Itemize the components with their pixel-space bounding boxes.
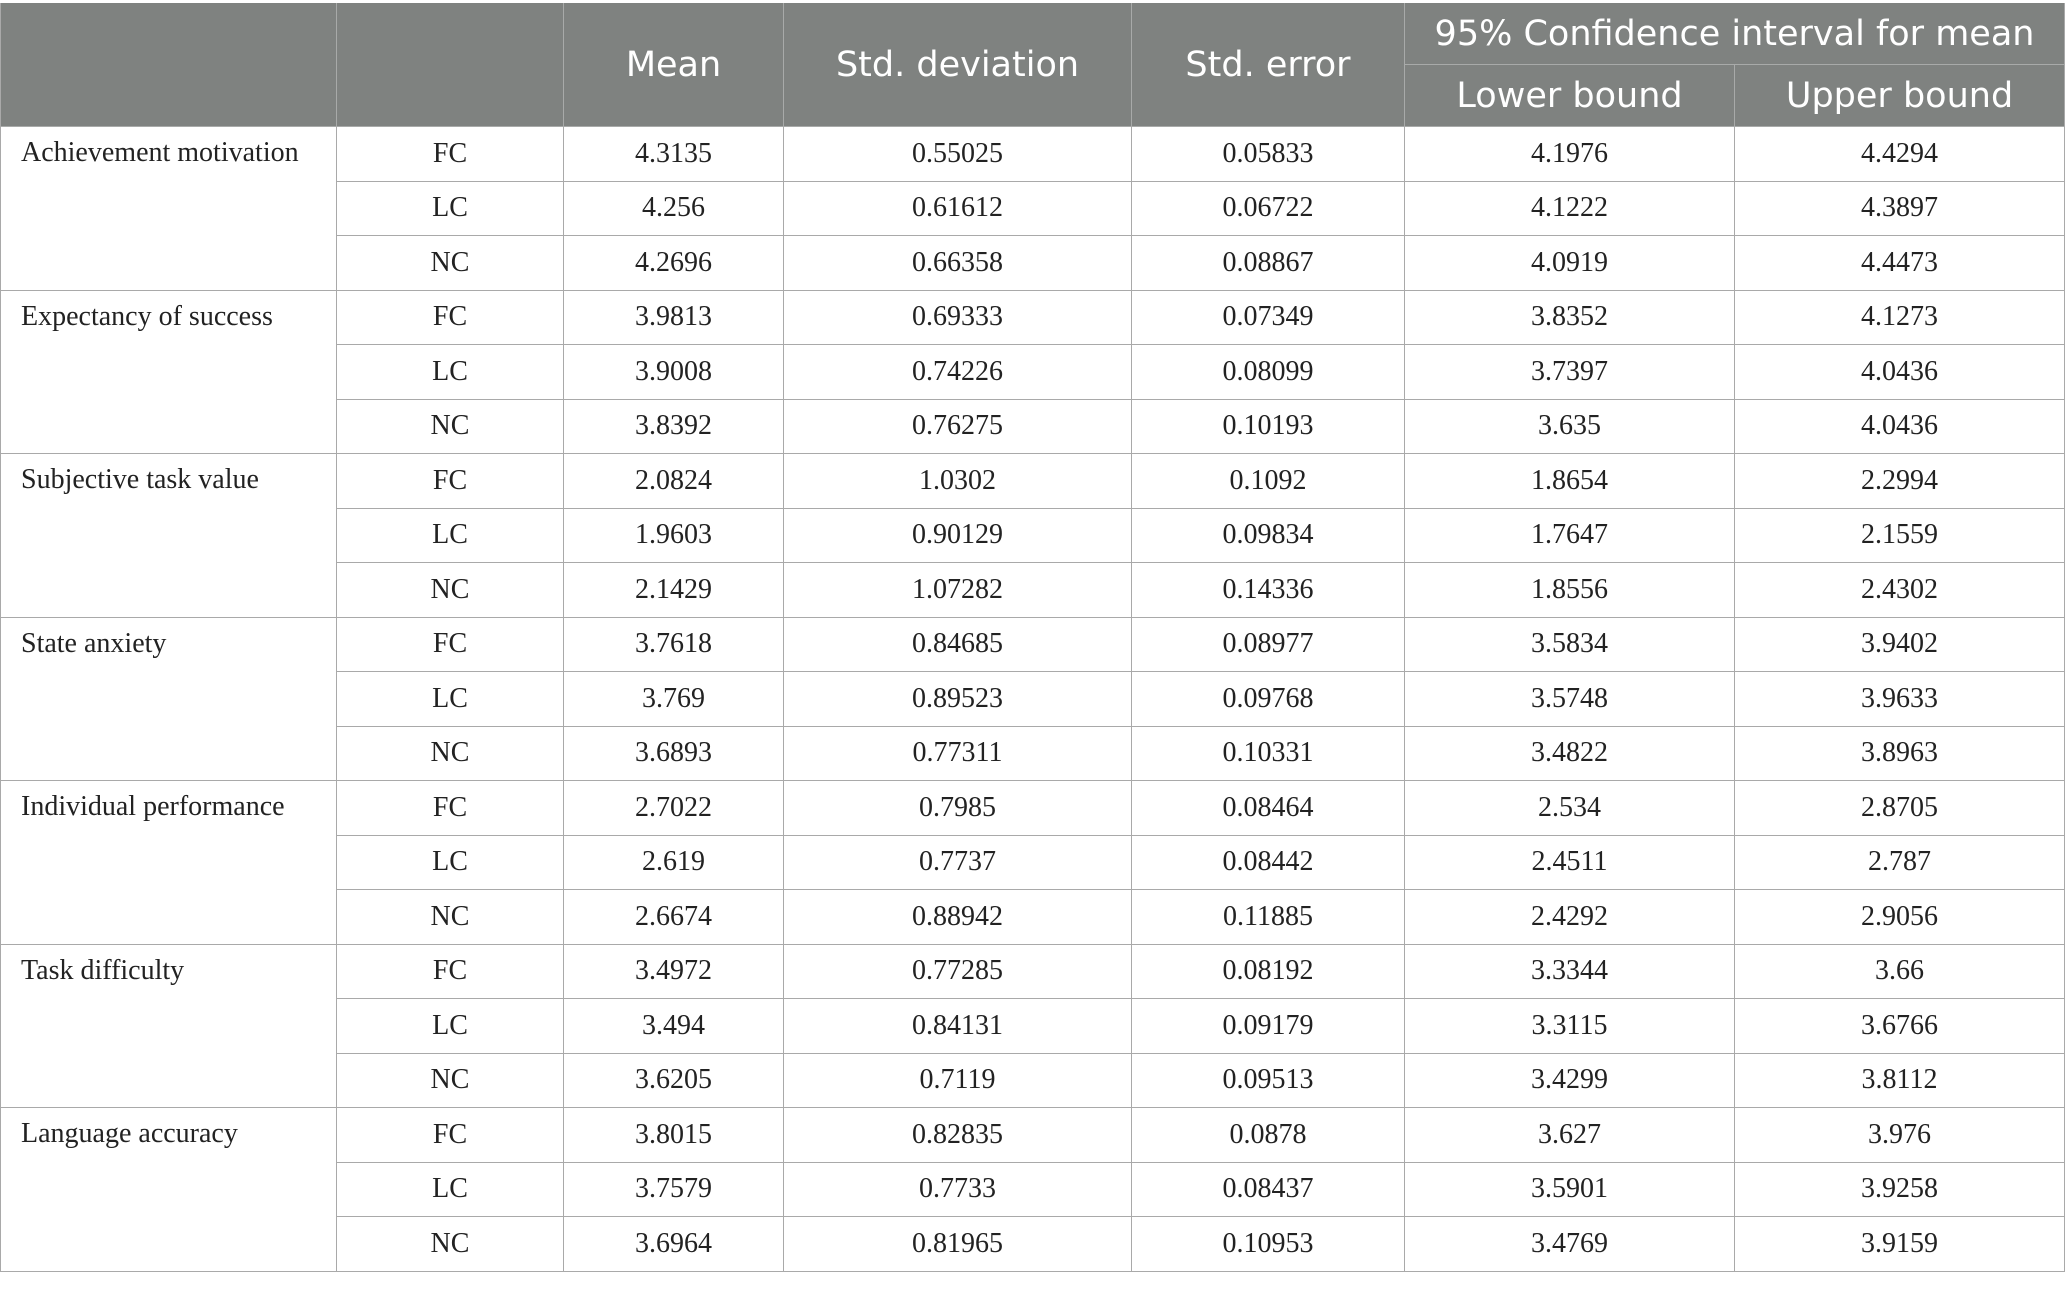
std-error-cell: 0.09768 bbox=[1132, 672, 1405, 727]
condition-cell: FC bbox=[337, 127, 564, 182]
condition-cell: NC bbox=[337, 399, 564, 454]
condition-cell: LC bbox=[337, 672, 564, 727]
lower-bound-cell: 2.4292 bbox=[1405, 890, 1735, 945]
header-condition-empty bbox=[337, 3, 564, 127]
condition-cell: LC bbox=[337, 345, 564, 400]
std-deviation-cell: 0.69333 bbox=[784, 290, 1132, 345]
upper-bound-cell: 3.9402 bbox=[1735, 617, 2065, 672]
mean-cell: 3.6893 bbox=[564, 726, 784, 781]
condition-cell: LC bbox=[337, 999, 564, 1054]
std-error-cell: 0.14336 bbox=[1132, 563, 1405, 618]
std-error-cell: 0.08099 bbox=[1132, 345, 1405, 400]
condition-cell: LC bbox=[337, 181, 564, 236]
header-upper-bound: Upper bound bbox=[1735, 65, 2065, 127]
std-deviation-cell: 0.74226 bbox=[784, 345, 1132, 400]
std-deviation-cell: 0.81965 bbox=[784, 1217, 1132, 1272]
condition-cell: NC bbox=[337, 236, 564, 291]
mean-cell: 3.6205 bbox=[564, 1053, 784, 1108]
lower-bound-cell: 3.4822 bbox=[1405, 726, 1735, 781]
condition-cell: NC bbox=[337, 1053, 564, 1108]
header-std-deviation: Std. deviation bbox=[784, 3, 1132, 127]
mean-cell: 4.3135 bbox=[564, 127, 784, 182]
mean-cell: 2.7022 bbox=[564, 781, 784, 836]
table-row bbox=[1, 454, 2065, 509]
mean-cell: 3.9008 bbox=[564, 345, 784, 400]
header-confidence-interval: 95% Confidence interval for mean bbox=[1405, 3, 2065, 65]
std-deviation-cell: 1.07282 bbox=[784, 563, 1132, 618]
std-deviation-cell: 0.88942 bbox=[784, 890, 1132, 945]
std-error-cell: 0.08442 bbox=[1132, 835, 1405, 890]
condition-cell: NC bbox=[337, 726, 564, 781]
std-error-cell: 0.09513 bbox=[1132, 1053, 1405, 1108]
std-deviation-cell: 0.77311 bbox=[784, 726, 1132, 781]
upper-bound-cell: 4.0436 bbox=[1735, 345, 2065, 400]
condition-cell: FC bbox=[337, 1108, 564, 1163]
std-deviation-cell: 0.61612 bbox=[784, 181, 1132, 236]
condition-cell: FC bbox=[337, 944, 564, 999]
table-row bbox=[1, 127, 2065, 182]
variable-label: Individual performance bbox=[1, 781, 337, 945]
mean-cell: 3.769 bbox=[564, 672, 784, 727]
upper-bound-cell: 3.66 bbox=[1735, 944, 2065, 999]
header-variable-empty bbox=[1, 3, 337, 127]
std-deviation-cell: 0.55025 bbox=[784, 127, 1132, 182]
std-deviation-cell: 0.7985 bbox=[784, 781, 1132, 836]
std-deviation-cell: 0.84685 bbox=[784, 617, 1132, 672]
lower-bound-cell: 2.4511 bbox=[1405, 835, 1735, 890]
condition-cell: LC bbox=[337, 835, 564, 890]
mean-cell: 3.4972 bbox=[564, 944, 784, 999]
std-error-cell: 0.08867 bbox=[1132, 236, 1405, 291]
std-error-cell: 0.06722 bbox=[1132, 181, 1405, 236]
lower-bound-cell: 3.4769 bbox=[1405, 1217, 1735, 1272]
variable-label: Expectancy of success bbox=[1, 290, 337, 454]
std-error-cell: 0.08192 bbox=[1132, 944, 1405, 999]
lower-bound-cell: 3.627 bbox=[1405, 1108, 1735, 1163]
table-row bbox=[1, 617, 2065, 672]
mean-cell: 3.8392 bbox=[564, 399, 784, 454]
upper-bound-cell: 2.787 bbox=[1735, 835, 2065, 890]
variable-label: Task difficulty bbox=[1, 944, 337, 1108]
lower-bound-cell: 3.5901 bbox=[1405, 1162, 1735, 1217]
upper-bound-cell: 3.9633 bbox=[1735, 672, 2065, 727]
lower-bound-cell: 3.4299 bbox=[1405, 1053, 1735, 1108]
upper-bound-cell: 3.8112 bbox=[1735, 1053, 2065, 1108]
header-std-error: Std. error bbox=[1132, 3, 1405, 127]
mean-cell: 2.6674 bbox=[564, 890, 784, 945]
mean-cell: 3.494 bbox=[564, 999, 784, 1054]
std-deviation-cell: 0.7737 bbox=[784, 835, 1132, 890]
variable-label: Subjective task value bbox=[1, 454, 337, 618]
condition-cell: NC bbox=[337, 563, 564, 618]
lower-bound-cell: 3.3344 bbox=[1405, 944, 1735, 999]
condition-cell: NC bbox=[337, 1217, 564, 1272]
lower-bound-cell: 1.8556 bbox=[1405, 563, 1735, 618]
lower-bound-cell: 2.534 bbox=[1405, 781, 1735, 836]
upper-bound-cell: 4.1273 bbox=[1735, 290, 2065, 345]
mean-cell: 2.1429 bbox=[564, 563, 784, 618]
std-deviation-cell: 0.90129 bbox=[784, 508, 1132, 563]
upper-bound-cell: 4.4294 bbox=[1735, 127, 2065, 182]
upper-bound-cell: 2.8705 bbox=[1735, 781, 2065, 836]
lower-bound-cell: 1.7647 bbox=[1405, 508, 1735, 563]
lower-bound-cell: 3.7397 bbox=[1405, 345, 1735, 400]
lower-bound-cell: 4.1222 bbox=[1405, 181, 1735, 236]
condition-cell: FC bbox=[337, 781, 564, 836]
std-deviation-cell: 0.66358 bbox=[784, 236, 1132, 291]
condition-cell: FC bbox=[337, 454, 564, 509]
std-error-cell: 0.1092 bbox=[1132, 454, 1405, 509]
std-error-cell: 0.0878 bbox=[1132, 1108, 1405, 1163]
upper-bound-cell: 4.3897 bbox=[1735, 181, 2065, 236]
std-deviation-cell: 0.76275 bbox=[784, 399, 1132, 454]
std-deviation-cell: 0.77285 bbox=[784, 944, 1132, 999]
mean-cell: 3.9813 bbox=[564, 290, 784, 345]
table-row bbox=[1, 781, 2065, 836]
std-error-cell: 0.09834 bbox=[1132, 508, 1405, 563]
table-row bbox=[1, 290, 2065, 345]
mean-cell: 3.8015 bbox=[564, 1108, 784, 1163]
lower-bound-cell: 3.3115 bbox=[1405, 999, 1735, 1054]
lower-bound-cell: 3.635 bbox=[1405, 399, 1735, 454]
condition-cell: LC bbox=[337, 508, 564, 563]
descriptive-statistics-table bbox=[0, 3, 2065, 1272]
mean-cell: 3.7579 bbox=[564, 1162, 784, 1217]
table-row bbox=[1, 944, 2065, 999]
std-error-cell: 0.11885 bbox=[1132, 890, 1405, 945]
upper-bound-cell: 3.976 bbox=[1735, 1108, 2065, 1163]
header-lower-bound: Lower bound bbox=[1405, 65, 1735, 127]
std-error-cell: 0.08464 bbox=[1132, 781, 1405, 836]
mean-cell: 2.0824 bbox=[564, 454, 784, 509]
upper-bound-cell: 3.8963 bbox=[1735, 726, 2065, 781]
condition-cell: LC bbox=[337, 1162, 564, 1217]
lower-bound-cell: 4.1976 bbox=[1405, 127, 1735, 182]
variable-label: Language accuracy bbox=[1, 1108, 337, 1272]
upper-bound-cell: 3.9159 bbox=[1735, 1217, 2065, 1272]
std-deviation-cell: 0.84131 bbox=[784, 999, 1132, 1054]
condition-cell: FC bbox=[337, 617, 564, 672]
lower-bound-cell: 4.0919 bbox=[1405, 236, 1735, 291]
std-error-cell: 0.05833 bbox=[1132, 127, 1405, 182]
std-deviation-cell: 0.89523 bbox=[784, 672, 1132, 727]
upper-bound-cell: 2.9056 bbox=[1735, 890, 2065, 945]
std-error-cell: 0.10193 bbox=[1132, 399, 1405, 454]
mean-cell: 4.2696 bbox=[564, 236, 784, 291]
lower-bound-cell: 3.5834 bbox=[1405, 617, 1735, 672]
condition-cell: FC bbox=[337, 290, 564, 345]
lower-bound-cell: 1.8654 bbox=[1405, 454, 1735, 509]
std-deviation-cell: 0.82835 bbox=[784, 1108, 1132, 1163]
std-deviation-cell: 1.0302 bbox=[784, 454, 1132, 509]
std-error-cell: 0.07349 bbox=[1132, 290, 1405, 345]
std-error-cell: 0.08437 bbox=[1132, 1162, 1405, 1217]
upper-bound-cell: 4.4473 bbox=[1735, 236, 2065, 291]
std-error-cell: 0.10331 bbox=[1132, 726, 1405, 781]
header-mean: Mean bbox=[564, 3, 784, 127]
condition-cell: NC bbox=[337, 890, 564, 945]
mean-cell: 4.256 bbox=[564, 181, 784, 236]
upper-bound-cell: 3.6766 bbox=[1735, 999, 2065, 1054]
mean-cell: 3.6964 bbox=[564, 1217, 784, 1272]
std-deviation-cell: 0.7733 bbox=[784, 1162, 1132, 1217]
upper-bound-cell: 2.1559 bbox=[1735, 508, 2065, 563]
upper-bound-cell: 2.4302 bbox=[1735, 563, 2065, 618]
table-row bbox=[1, 1108, 2065, 1163]
lower-bound-cell: 3.8352 bbox=[1405, 290, 1735, 345]
table-body bbox=[1, 127, 2065, 1272]
upper-bound-cell: 2.2994 bbox=[1735, 454, 2065, 509]
mean-cell: 3.7618 bbox=[564, 617, 784, 672]
std-deviation-cell: 0.7119 bbox=[784, 1053, 1132, 1108]
lower-bound-cell: 3.5748 bbox=[1405, 672, 1735, 727]
mean-cell: 2.619 bbox=[564, 835, 784, 890]
variable-label: State anxiety bbox=[1, 617, 337, 781]
upper-bound-cell: 4.0436 bbox=[1735, 399, 2065, 454]
std-error-cell: 0.10953 bbox=[1132, 1217, 1405, 1272]
std-error-cell: 0.09179 bbox=[1132, 999, 1405, 1054]
mean-cell: 1.9603 bbox=[564, 508, 784, 563]
std-error-cell: 0.08977 bbox=[1132, 617, 1405, 672]
variable-label: Achievement motivation bbox=[1, 127, 337, 291]
table-header bbox=[1, 3, 2065, 127]
upper-bound-cell: 3.9258 bbox=[1735, 1162, 2065, 1217]
